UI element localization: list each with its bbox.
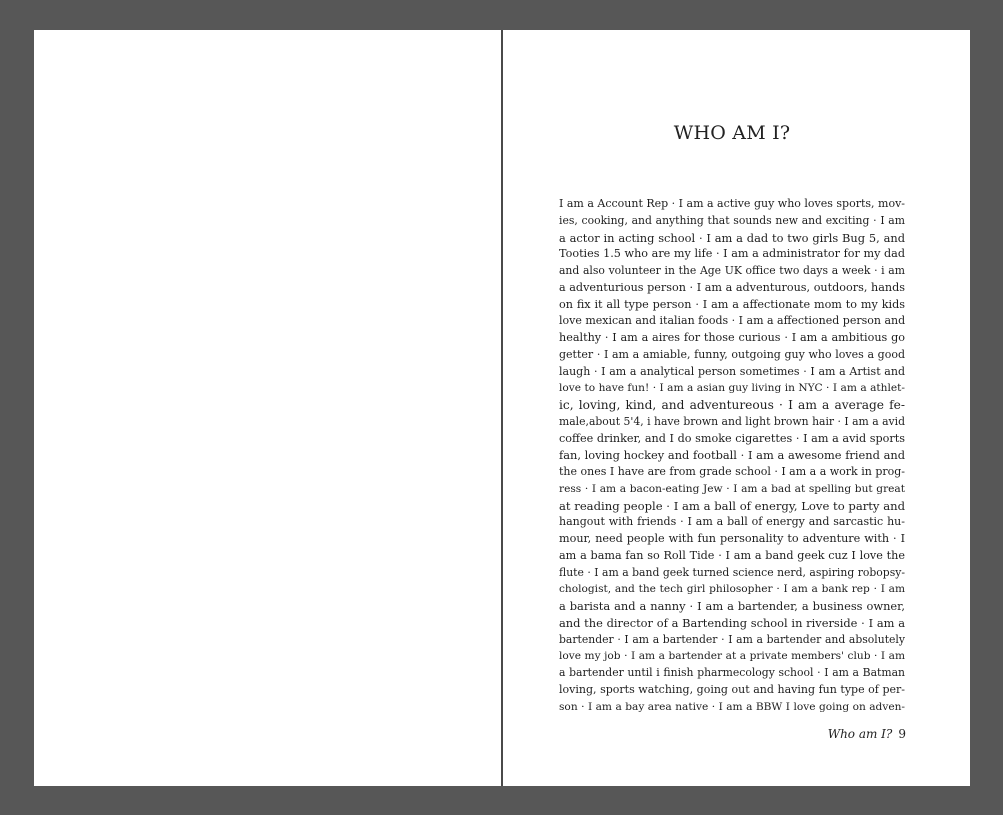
text-line: I am a Account Rep · I am a active guy who loves sports, mov-	[559, 197, 905, 210]
text-line: a adventurious person · I am a adventurous, outdoors, hands	[559, 280, 905, 294]
text-line: and also volunteer in the Age UK office two days a week · i am	[559, 264, 905, 277]
text-line: getter · I am a amiable, funny, outgoing guy who loves a good	[559, 347, 905, 361]
text-line: the ones I have are from grade school · I am a a work in prog-	[559, 465, 905, 478]
body-text	[559, 196, 905, 715]
text-line: healthy · I am a aires for those curious · I am a ambitious go	[559, 331, 905, 344]
text-line: flute · I am a band geek turned science nerd, aspiring robopsy-	[559, 565, 905, 579]
text-line: a bartender until i finish pharmecology school · I am a Batman	[559, 666, 905, 679]
text-line: ies, cooking, and anything that sounds new and exciting · I am	[559, 213, 905, 227]
text-line: hangout with friends · I am a ball of energy and sarcastic hu-	[559, 515, 905, 529]
running-title: Who am I?	[827, 727, 893, 741]
right-page	[503, 30, 970, 786]
text-line: Tooties 1.5 who are my life · I am a administrator for my dad	[559, 247, 905, 261]
text-line: a barista and a nanny · I am a bartender, a business owner,	[559, 599, 905, 613]
text-line: on fix it all type person · I am a affectionate mom to my kids	[559, 297, 905, 311]
left-page-blank	[34, 30, 501, 786]
text-line: ress · I am a bacon-eating Jew · I am a bad at spelling but great	[559, 482, 905, 495]
text-line: at reading people · I am a ball of energy, Love to party and	[559, 498, 905, 513]
text-line: loving, sports watching, going out and having fun type of per-	[559, 682, 905, 696]
text-line: and the director of a Bartending school in riverside · I am a	[559, 615, 905, 630]
chapter-title: WHO AM I?	[673, 122, 791, 144]
text-line: male,about 5'4, i have brown and light brown hair · I am a avid	[559, 414, 905, 428]
text-line: a actor in acting school · I am a dad to two girls Bug 5, and	[559, 230, 905, 245]
book-spread	[34, 30, 970, 786]
text-line: coffee drinker, and I do smoke cigarettes · I am a avid sports	[559, 431, 905, 445]
text-line: laugh · I am a analytical person sometimes · I am a Artist and	[559, 364, 905, 378]
text-line: love my job · I am a bartender at a private members' club · I am	[559, 650, 905, 663]
text-line: fan, loving hockey and football · I am a awesome friend and	[559, 448, 905, 463]
text-line: bartender · I am a bartender · I am a bartender and absolutely	[559, 632, 905, 646]
text-line: son · I am a bay area native · I am a BBW I love going on adven-	[559, 700, 905, 713]
text-line: chologist, and the tech girl philosopher · I am a bank rep · I am	[559, 583, 905, 596]
text-line: ic, loving, kind, and adventureous · I am a average fe-	[559, 398, 905, 412]
text-line: love mexican and italian foods · I am a affectioned person and	[559, 314, 905, 328]
page-number: 9	[898, 727, 906, 741]
text-line: am a bama fan so Roll Tide · I am a band geek cuz I love the	[559, 548, 905, 562]
text-line: mour, need people with fun personality to adventure with · I	[559, 532, 905, 545]
text-line: love to have fun! · I am a asian guy living in NYC · I am a athlet-	[559, 382, 905, 395]
page-footer	[828, 727, 906, 741]
